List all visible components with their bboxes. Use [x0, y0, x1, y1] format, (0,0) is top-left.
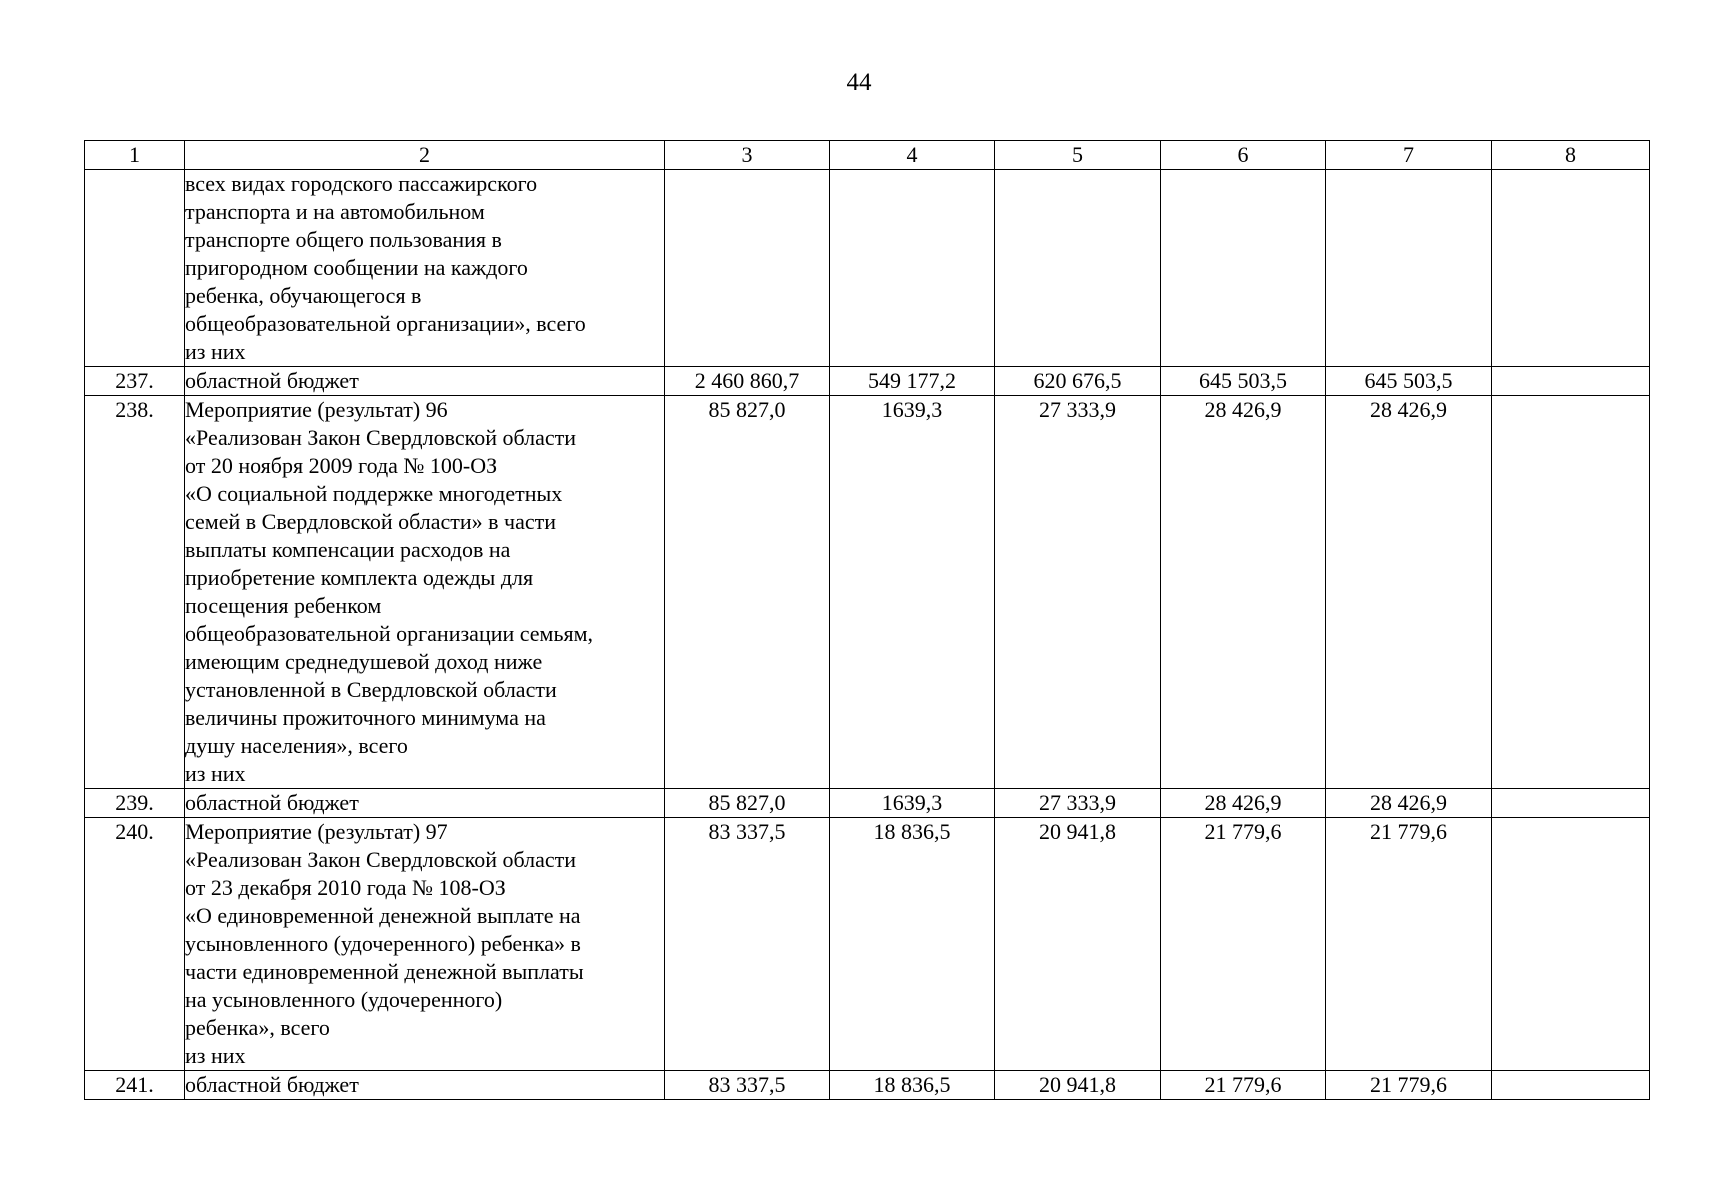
value-cell-col8 [1492, 396, 1650, 789]
description-line: усыновленного (удочеренного) ребенка» в [185, 931, 581, 956]
description-line: приобретение комплекта одежды для [185, 565, 534, 590]
description-line: пригородном сообщении на каждого [185, 255, 528, 280]
value-cell-col5: 27 333,9 [995, 789, 1161, 818]
description-line: общеобразовательной организации семьям, [185, 621, 594, 646]
value-cell-col4 [830, 170, 995, 367]
table-header [85, 141, 1650, 170]
value-cell-col7: 28 426,9 [1326, 396, 1492, 789]
table-row [85, 170, 1650, 367]
row-description [185, 367, 665, 396]
value-cell-col8 [1492, 170, 1650, 367]
description-line: части единовременной денежной выплаты [185, 959, 584, 984]
value-cell-col3: 85 827,0 [665, 396, 830, 789]
value-cell-col6: 21 779,6 [1161, 1071, 1326, 1100]
description-line: областной бюджет [185, 1072, 359, 1097]
description-line: выплаты компенсации расходов на [185, 537, 511, 562]
budget-table [84, 140, 1650, 1100]
description-line: областной бюджет [185, 790, 359, 815]
description-line: душу населения», всего [185, 733, 408, 758]
description-line: «Реализован Закон Свердловской области [185, 847, 577, 872]
column-header: 3 [665, 141, 830, 170]
value-cell-col5: 20 941,8 [995, 818, 1161, 1071]
description-line: из них [185, 339, 246, 364]
value-cell-col3 [665, 170, 830, 367]
value-cell-col8 [1492, 1071, 1650, 1100]
description-line: общеобразовательной организации», всего [185, 311, 586, 336]
description-line: транспорте общего пользования в [185, 227, 502, 252]
row-description [185, 170, 665, 367]
value-cell-col8 [1492, 818, 1650, 1071]
value-cell-col6: 21 779,6 [1161, 818, 1326, 1071]
description-line: от 20 ноября 2009 года № 100-ОЗ [185, 453, 498, 478]
row-description [185, 789, 665, 818]
value-cell-col5: 620 676,5 [995, 367, 1161, 396]
description-line: областной бюджет [185, 368, 359, 393]
row-number: 237. [85, 367, 185, 396]
description-line: ребенка, обучающегося в [185, 283, 422, 308]
column-header: 4 [830, 141, 995, 170]
table-row [85, 818, 1650, 1071]
column-header: 7 [1326, 141, 1492, 170]
column-header: 8 [1492, 141, 1650, 170]
value-cell-col5 [995, 170, 1161, 367]
value-cell-col8 [1492, 789, 1650, 818]
description-line: «Реализован Закон Свердловской области [185, 425, 577, 450]
row-number: 238. [85, 396, 185, 789]
value-cell-col4: 18 836,5 [830, 1071, 995, 1100]
value-cell-col5: 20 941,8 [995, 1071, 1161, 1100]
column-header: 5 [995, 141, 1161, 170]
page-number: 44 [846, 69, 872, 96]
description-line: из них [185, 761, 246, 786]
value-cell-col6 [1161, 170, 1326, 367]
description-line: величины прожиточного минимума на [185, 705, 546, 730]
description-line: ребенка», всего [185, 1015, 330, 1040]
column-header: 6 [1161, 141, 1326, 170]
column-header: 2 [185, 141, 665, 170]
description-line: «О социальной поддержке многодетных [185, 481, 563, 506]
row-number: 241. [85, 1071, 185, 1100]
value-cell-col7: 21 779,6 [1326, 818, 1492, 1071]
row-description [185, 1071, 665, 1100]
description-line: имеющим среднедушевой доход ниже [185, 649, 543, 674]
value-cell-col6: 28 426,9 [1161, 789, 1326, 818]
row-description [185, 818, 665, 1071]
value-cell-col4: 1639,3 [830, 789, 995, 818]
description-line: Мероприятие (результат) 96 [185, 397, 448, 422]
value-cell-col3: 83 337,5 [665, 1071, 830, 1100]
description-line: «О единовременной денежной выплате на [185, 903, 581, 928]
value-cell-col8 [1492, 367, 1650, 396]
table-row [85, 367, 1650, 396]
value-cell-col6: 28 426,9 [1161, 396, 1326, 789]
table-row [85, 1071, 1650, 1100]
description-line: из них [185, 1043, 246, 1068]
table-row [85, 789, 1650, 818]
value-cell-col5: 27 333,9 [995, 396, 1161, 789]
table-row [85, 396, 1650, 789]
value-cell-col4: 1639,3 [830, 396, 995, 789]
value-cell-col3: 83 337,5 [665, 818, 830, 1071]
row-number: 239. [85, 789, 185, 818]
value-cell-col7: 21 779,6 [1326, 1071, 1492, 1100]
column-header: 1 [85, 141, 185, 170]
description-line: семей в Свердловской области» в части [185, 509, 557, 534]
value-cell-col7: 645 503,5 [1326, 367, 1492, 396]
description-line: на усыновленного (удочеренного) [185, 987, 503, 1012]
value-cell-col3: 2 460 860,7 [665, 367, 830, 396]
description-line: посещения ребенком [185, 593, 382, 618]
description-line: от 23 декабря 2010 года № 108-ОЗ [185, 875, 506, 900]
value-cell-col7 [1326, 170, 1492, 367]
row-number [85, 170, 185, 367]
value-cell-col3: 85 827,0 [665, 789, 830, 818]
description-line: всех видах городского пассажирского [185, 171, 538, 196]
value-cell-col6: 645 503,5 [1161, 367, 1326, 396]
value-cell-col4: 549 177,2 [830, 367, 995, 396]
description-line: Мероприятие (результат) 97 [185, 819, 448, 844]
description-line: транспорта и на автомобильном [185, 199, 485, 224]
value-cell-col7: 28 426,9 [1326, 789, 1492, 818]
header-row [85, 141, 1650, 170]
row-number: 240. [85, 818, 185, 1071]
description-line: установленной в Свердловской области [185, 677, 557, 702]
value-cell-col4: 18 836,5 [830, 818, 995, 1071]
table-body [85, 170, 1650, 1100]
row-description [185, 396, 665, 789]
